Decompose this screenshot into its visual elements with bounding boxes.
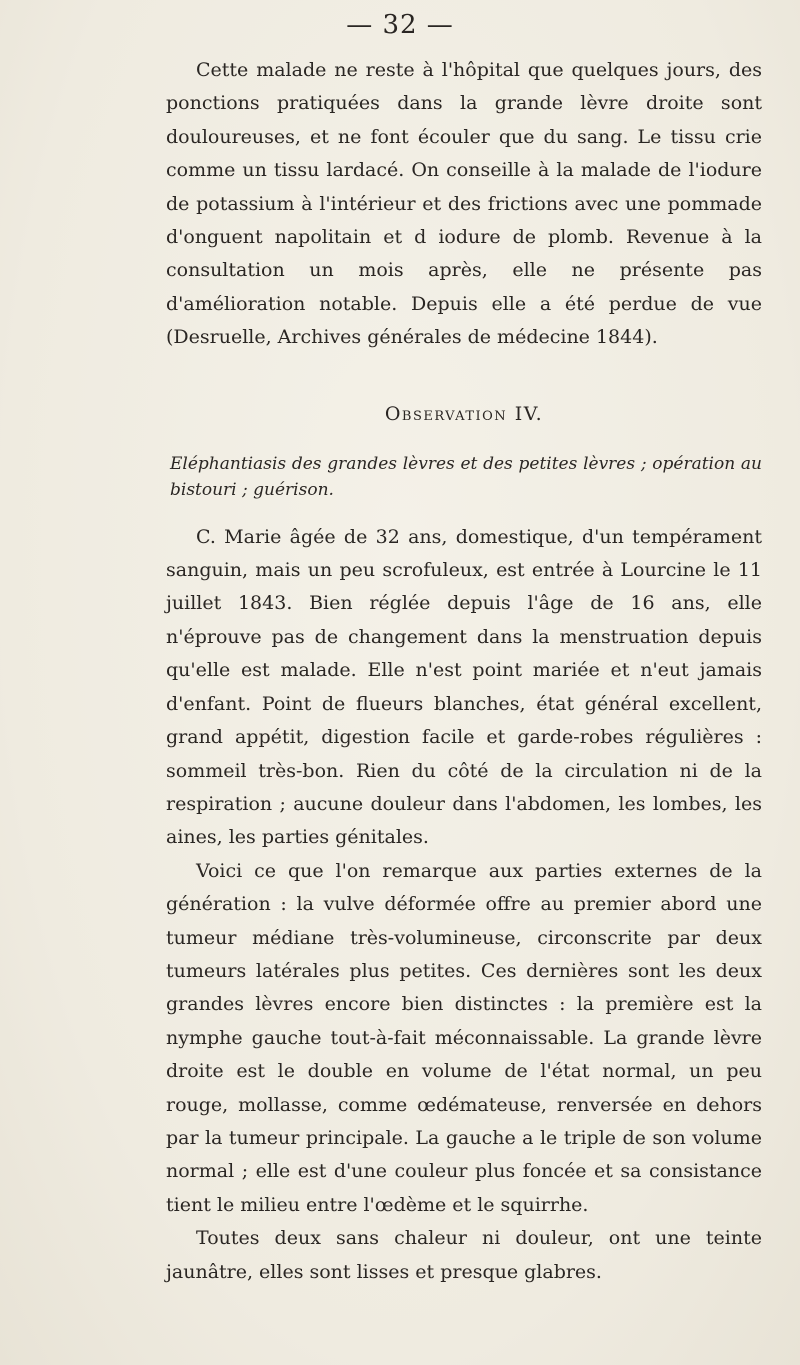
paragraph-patient-history: C. Marie âgée de 32 ans, domestique, d'un tempérament sanguin, mais un peu scrofuleux, est entrée à Lourcine le 11 juillet 1843. Bien réglée depuis l'âge de 16 ans, elle n'éprouve pas de changement dans la menstruation depuis qu'elle est malade. Elle n'est point mariée et n'eut jamais d'enfant. Point de flueurs blanches, état général excellent, grand appétit, digestion facile et garde-robes régulières : sommeil très-bon. Rien du côté de la circulation ni de la respiration ; aucune douleur dans l'abdomen, les lombes, les aines, les parties génitales. <box>166 525 762 849</box>
page-body <box>166 54 762 1289</box>
page-number: — 32 — <box>346 10 454 40</box>
observation-heading: Observation IV. <box>384 402 544 425</box>
paragraph-case-conclusion: Cette malade ne reste à l'hôpital que quelques jours, des ponctions pratiquées dans la grande lèvre droite sont douloureuses, et ne font écouler que du sang. Le tissu crie comme un tissu lardacé. On conseille à la malade de l'iodure de potassium à l'intérieur et des frictions avec une pommade d'onguent napolitain et d iodure de plomb. Revenue à la consultation un mois après, elle ne présente pas d'amélioration notable. Depuis elle a été perdue de vue (Desruelle, Archives générales de médecine 1844). <box>166 59 762 349</box>
paragraph-appearance: Toutes deux sans chaleur ni douleur, ont une teinte jaunâtre, elles sont lisses et presque glabres. <box>166 1227 762 1283</box>
observation-subtitle: Eléphantiasis des grandes lèvres et des petites lèvres ; opération au bistouri ; guérison. <box>170 453 762 500</box>
paragraph-examination: Voici ce que l'on remarque aux parties externes de la génération : la vulve déformée offre au premier abord une tumeur médiane très-volumineuse, circonscrite par deux tumeurs latérales plus petites. Ces dernières sont les deux grandes lèvres encore bien distinctes : la première est la nymphe gauche tout-à-fait méconnaissable. La grande lèvre droite est le double en volume de l'état normal, un peu rouge, mollasse, comme œdémateuse, renversée en dehors par la tumeur principale. La gauche a le triple de son volume normal ; elle est d'une couleur plus foncée et sa consistance tient le milieu entre l'œdème et le squirrhe. <box>166 859 762 1216</box>
